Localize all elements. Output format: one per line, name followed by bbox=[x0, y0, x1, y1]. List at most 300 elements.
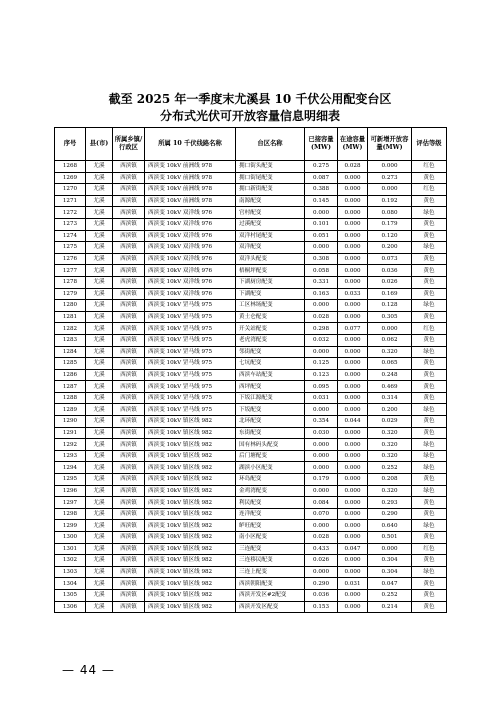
cell-line-name: 西滨变 10kV 镇区线 982 bbox=[145, 416, 236, 428]
cell-county: 尤溪 bbox=[86, 288, 113, 300]
cell-rating: 黄色 bbox=[412, 218, 447, 230]
cell-county: 尤溪 bbox=[86, 462, 113, 474]
cell-county: 尤溪 bbox=[86, 172, 113, 184]
cell-open: 0.304 bbox=[368, 566, 412, 578]
cell-pending: 0.000 bbox=[338, 311, 368, 323]
cell-area-name: 拥口新街配变 bbox=[236, 184, 305, 196]
cell-line-name: 西滨变 10kV 镇区线 982 bbox=[145, 462, 236, 474]
cell-line-name: 西滨变 10kV 罡马线 975 bbox=[145, 404, 236, 416]
cell-open: 0.200 bbox=[368, 242, 412, 254]
cell-index: 1283 bbox=[55, 334, 86, 346]
cell-rating: 黄色 bbox=[412, 427, 447, 439]
cell-area-name: 连洋配变 bbox=[236, 508, 305, 520]
table-row bbox=[55, 497, 447, 509]
cell-rating: 黄色 bbox=[412, 474, 447, 486]
cell-connected: 0.000 bbox=[305, 346, 338, 358]
table-row bbox=[55, 381, 447, 393]
header-index: 序号 bbox=[55, 128, 86, 161]
cell-index: 1270 bbox=[55, 184, 86, 196]
cell-rating: 黄色 bbox=[412, 369, 447, 381]
cell-area-name: 官村配变 bbox=[236, 207, 305, 219]
cell-line-name: 西滨变 10kV 镇区线 982 bbox=[145, 427, 236, 439]
cell-rating: 黄色 bbox=[412, 311, 447, 323]
cell-county: 尤溪 bbox=[86, 311, 113, 323]
table-row bbox=[55, 184, 447, 196]
cell-pending: 0.000 bbox=[338, 497, 368, 509]
cell-connected: 0.163 bbox=[305, 288, 338, 300]
cell-pending: 0.000 bbox=[338, 300, 368, 312]
table-row bbox=[55, 218, 447, 230]
cell-township: 西滨镇 bbox=[113, 276, 145, 288]
cell-index: 1273 bbox=[55, 218, 86, 230]
cell-rating: 绿色 bbox=[412, 462, 447, 474]
cell-index: 1290 bbox=[55, 416, 86, 428]
cell-area-name: 三连配变 bbox=[236, 543, 305, 555]
cell-open: 0.065 bbox=[368, 358, 412, 370]
cell-pending: 0.000 bbox=[338, 555, 368, 567]
cell-township: 西滨镇 bbox=[113, 450, 145, 462]
cell-township: 西滨镇 bbox=[113, 566, 145, 578]
cell-pending: 0.000 bbox=[338, 358, 368, 370]
cell-connected: 0.000 bbox=[305, 404, 338, 416]
cell-line-name: 西滨变 10kV 镇区线 982 bbox=[145, 601, 236, 613]
cell-pending: 0.033 bbox=[338, 288, 368, 300]
table-row bbox=[55, 601, 447, 613]
cell-connected: 0.298 bbox=[305, 323, 338, 335]
cell-line-name: 西滨变 10kV 前洲线 978 bbox=[145, 161, 236, 173]
cell-pending: 0.000 bbox=[338, 381, 368, 393]
table-row bbox=[55, 450, 447, 462]
cell-county: 尤溪 bbox=[86, 253, 113, 265]
cell-pending: 0.000 bbox=[338, 566, 368, 578]
cell-pending: 0.000 bbox=[338, 462, 368, 474]
cell-line-name: 西滨变 10kV 镇区线 982 bbox=[145, 566, 236, 578]
cell-rating: 黄色 bbox=[412, 416, 447, 428]
cell-line-name: 西滨变 10kV 双洋线 976 bbox=[145, 242, 236, 254]
cell-rating: 黄色 bbox=[412, 601, 447, 613]
cell-county: 尤溪 bbox=[86, 589, 113, 601]
cell-open: 0.000 bbox=[368, 161, 412, 173]
table-row bbox=[55, 207, 447, 219]
cell-rating: 黄色 bbox=[412, 589, 447, 601]
cell-line-name: 西滨变 10kV 镇区线 982 bbox=[145, 589, 236, 601]
cell-open: 0.208 bbox=[368, 474, 412, 486]
cell-area-name: 七坑配变 bbox=[236, 358, 305, 370]
cell-area-name: 拥口街尾配变 bbox=[236, 172, 305, 184]
table-row bbox=[55, 172, 447, 184]
table-row bbox=[55, 392, 447, 404]
cell-line-name: 西滨变 10kV 镇区线 982 bbox=[145, 474, 236, 486]
cell-area-name: 西坪配变 bbox=[236, 381, 305, 393]
cell-open: 0.192 bbox=[368, 195, 412, 207]
cell-pending: 0.000 bbox=[338, 474, 368, 486]
cell-township: 西滨镇 bbox=[113, 416, 145, 428]
cell-open: 0.314 bbox=[368, 392, 412, 404]
cell-pending: 0.000 bbox=[338, 242, 368, 254]
cell-rating: 黄色 bbox=[412, 253, 447, 265]
cell-index: 1289 bbox=[55, 404, 86, 416]
cell-rating: 黄色 bbox=[412, 358, 447, 370]
cell-area-name: 三连上配变 bbox=[236, 566, 305, 578]
cell-connected: 0.030 bbox=[305, 427, 338, 439]
cell-township: 西滨镇 bbox=[113, 369, 145, 381]
cell-connected: 0.179 bbox=[305, 474, 338, 486]
cell-connected: 0.000 bbox=[305, 485, 338, 497]
table-row bbox=[55, 358, 447, 370]
cell-county: 尤溪 bbox=[86, 184, 113, 196]
cell-pending: 0.000 bbox=[338, 485, 368, 497]
cell-county: 尤溪 bbox=[86, 485, 113, 497]
cell-pending: 0.047 bbox=[338, 543, 368, 555]
cell-rating: 绿色 bbox=[412, 300, 447, 312]
table-row bbox=[55, 427, 447, 439]
cell-area-name: 北环配变 bbox=[236, 416, 305, 428]
cell-connected: 0.051 bbox=[305, 230, 338, 242]
cell-township: 西滨镇 bbox=[113, 265, 145, 277]
table-row bbox=[55, 520, 447, 532]
cell-connected: 0.000 bbox=[305, 439, 338, 451]
cell-pending: 0.000 bbox=[338, 392, 368, 404]
cell-county: 尤溪 bbox=[86, 450, 113, 462]
cell-area-name: 湖滨小区配变 bbox=[236, 462, 305, 474]
cell-line-name: 西滨变 10kV 双洋线 976 bbox=[145, 276, 236, 288]
cell-line-name: 西滨变 10kV 镇区线 982 bbox=[145, 497, 236, 509]
cell-township: 西滨镇 bbox=[113, 184, 145, 196]
header-line-name: 所属 10 千伏线路名称 bbox=[145, 128, 236, 161]
cell-index: 1274 bbox=[55, 230, 86, 242]
cell-connected: 0.000 bbox=[305, 242, 338, 254]
cell-rating: 黄色 bbox=[412, 381, 447, 393]
table-row bbox=[55, 474, 447, 486]
cell-pending: 0.000 bbox=[338, 508, 368, 520]
cell-connected: 0.087 bbox=[305, 172, 338, 184]
cell-open: 0.252 bbox=[368, 462, 412, 474]
table-row bbox=[55, 416, 447, 428]
cell-area-name: 老虎湾配变 bbox=[236, 334, 305, 346]
cell-township: 西滨镇 bbox=[113, 161, 145, 173]
cell-county: 尤溪 bbox=[86, 497, 113, 509]
cell-rating: 黄色 bbox=[412, 555, 447, 567]
cell-index: 1288 bbox=[55, 392, 86, 404]
cell-pending: 0.000 bbox=[338, 532, 368, 544]
cell-county: 尤溪 bbox=[86, 532, 113, 544]
cell-area-name: 过溪配变 bbox=[236, 218, 305, 230]
cell-rating: 黄色 bbox=[412, 265, 447, 277]
header-connected-capacity: 已接容量(MW) bbox=[305, 128, 338, 161]
table-row bbox=[55, 242, 447, 254]
table-row bbox=[55, 276, 447, 288]
cell-open: 0.029 bbox=[368, 416, 412, 428]
cell-connected: 0.290 bbox=[305, 578, 338, 590]
cell-connected: 0.036 bbox=[305, 589, 338, 601]
cell-open: 0.320 bbox=[368, 427, 412, 439]
cell-area-name: 拥口街头配变 bbox=[236, 161, 305, 173]
cell-open: 0.293 bbox=[368, 497, 412, 509]
cell-index: 1298 bbox=[55, 508, 86, 520]
cell-county: 尤溪 bbox=[86, 218, 113, 230]
cell-line-name: 西滨变 10kV 镇区线 982 bbox=[145, 450, 236, 462]
cell-rating: 绿色 bbox=[412, 450, 447, 462]
cell-county: 尤溪 bbox=[86, 555, 113, 567]
cell-connected: 0.000 bbox=[305, 462, 338, 474]
cell-area-name: 金鸡湾配变 bbox=[236, 485, 305, 497]
table-row bbox=[55, 334, 447, 346]
cell-connected: 0.331 bbox=[305, 276, 338, 288]
cell-open: 0.169 bbox=[368, 288, 412, 300]
table-row bbox=[55, 404, 447, 416]
cell-index: 1281 bbox=[55, 311, 86, 323]
table-row bbox=[55, 369, 447, 381]
table-row bbox=[55, 532, 447, 544]
table-header-row bbox=[55, 128, 447, 161]
cell-index: 1276 bbox=[55, 253, 86, 265]
cell-rating: 绿色 bbox=[412, 439, 447, 451]
cell-township: 西滨镇 bbox=[113, 358, 145, 370]
cell-county: 尤溪 bbox=[86, 346, 113, 358]
table-row bbox=[55, 439, 447, 451]
cell-index: 1287 bbox=[55, 381, 86, 393]
cell-index: 1278 bbox=[55, 276, 86, 288]
cell-line-name: 西滨变 10kV 罡马线 975 bbox=[145, 323, 236, 335]
cell-connected: 0.125 bbox=[305, 358, 338, 370]
cell-connected: 0.145 bbox=[305, 195, 338, 207]
cell-index: 1268 bbox=[55, 161, 86, 173]
cell-open: 0.073 bbox=[368, 253, 412, 265]
cell-connected: 0.028 bbox=[305, 311, 338, 323]
cell-rating: 黄色 bbox=[412, 392, 447, 404]
cell-township: 西滨镇 bbox=[113, 230, 145, 242]
cell-index: 1299 bbox=[55, 520, 86, 532]
cell-index: 1300 bbox=[55, 532, 86, 544]
cell-connected: 0.388 bbox=[305, 184, 338, 196]
cell-area-name: 西滨开发区#2配变 bbox=[236, 589, 305, 601]
cell-open: 0.320 bbox=[368, 485, 412, 497]
cell-pending: 0.000 bbox=[338, 230, 368, 242]
cell-county: 尤溪 bbox=[86, 161, 113, 173]
cell-line-name: 西滨变 10kV 罡马线 975 bbox=[145, 392, 236, 404]
cell-area-name: 西滨车站配变 bbox=[236, 369, 305, 381]
cell-area-name: 双洋村尾配变 bbox=[236, 230, 305, 242]
cell-township: 西滨镇 bbox=[113, 578, 145, 590]
cell-rating: 黄色 bbox=[412, 532, 447, 544]
cell-rating: 红色 bbox=[412, 543, 447, 555]
cell-connected: 0.433 bbox=[305, 543, 338, 555]
cell-township: 西滨镇 bbox=[113, 300, 145, 312]
table-row bbox=[55, 346, 447, 358]
cell-rating: 黄色 bbox=[412, 276, 447, 288]
cell-county: 尤溪 bbox=[86, 404, 113, 416]
cell-rating: 红色 bbox=[412, 323, 447, 335]
cell-area-name: 工区林场配变 bbox=[236, 300, 305, 312]
cell-open: 0.000 bbox=[368, 543, 412, 555]
cell-line-name: 西滨变 10kV 双洋线 976 bbox=[145, 253, 236, 265]
cell-pending: 0.000 bbox=[338, 265, 368, 277]
cell-line-name: 西滨变 10kV 罡马线 975 bbox=[145, 334, 236, 346]
table-row bbox=[55, 555, 447, 567]
cell-open: 0.501 bbox=[368, 532, 412, 544]
page-number: — 44 — bbox=[62, 663, 115, 677]
cell-pending: 0.000 bbox=[338, 207, 368, 219]
cell-line-name: 西滨变 10kV 双洋线 976 bbox=[145, 230, 236, 242]
cell-county: 尤溪 bbox=[86, 578, 113, 590]
table-row bbox=[55, 543, 447, 555]
cell-area-name: 南源配变 bbox=[236, 195, 305, 207]
cell-open: 0.305 bbox=[368, 311, 412, 323]
cell-open: 0.000 bbox=[368, 184, 412, 196]
cell-index: 1291 bbox=[55, 427, 86, 439]
cell-township: 西滨镇 bbox=[113, 311, 145, 323]
cell-connected: 0.070 bbox=[305, 508, 338, 520]
capacity-table bbox=[54, 127, 447, 613]
cell-index: 1284 bbox=[55, 346, 86, 358]
cell-county: 尤溪 bbox=[86, 416, 113, 428]
cell-index: 1304 bbox=[55, 578, 86, 590]
cell-connected: 0.354 bbox=[305, 416, 338, 428]
cell-township: 西滨镇 bbox=[113, 555, 145, 567]
cell-township: 西滨镇 bbox=[113, 439, 145, 451]
cell-township: 西滨镇 bbox=[113, 195, 145, 207]
cell-county: 尤溪 bbox=[86, 276, 113, 288]
cell-open: 0.304 bbox=[368, 555, 412, 567]
cell-connected: 0.153 bbox=[305, 601, 338, 613]
header-pending-capacity: 在途容量(MW) bbox=[338, 128, 368, 161]
cell-area-name: 邻街配变 bbox=[236, 346, 305, 358]
cell-county: 尤溪 bbox=[86, 427, 113, 439]
table-row bbox=[55, 323, 447, 335]
cell-area-name: 下湖厨房配变 bbox=[236, 276, 305, 288]
table-row bbox=[55, 566, 447, 578]
cell-pending: 0.000 bbox=[338, 450, 368, 462]
cell-county: 尤溪 bbox=[86, 566, 113, 578]
cell-open: 0.469 bbox=[368, 381, 412, 393]
cell-index: 1282 bbox=[55, 323, 86, 335]
cell-county: 尤溪 bbox=[86, 300, 113, 312]
cell-rating: 绿色 bbox=[412, 346, 447, 358]
cell-rating: 黄色 bbox=[412, 334, 447, 346]
cell-line-name: 西滨变 10kV 镇区线 982 bbox=[145, 578, 236, 590]
cell-township: 西滨镇 bbox=[113, 242, 145, 254]
table-row bbox=[55, 589, 447, 601]
cell-area-name: 东街配变 bbox=[236, 427, 305, 439]
cell-index: 1286 bbox=[55, 369, 86, 381]
cell-area-name: 下坂江源配变 bbox=[236, 392, 305, 404]
cell-pending: 0.000 bbox=[338, 195, 368, 207]
cell-pending: 0.000 bbox=[338, 369, 368, 381]
cell-township: 西滨镇 bbox=[113, 392, 145, 404]
header-rating: 评估等级 bbox=[412, 128, 447, 161]
cell-rating: 绿色 bbox=[412, 404, 447, 416]
cell-county: 尤溪 bbox=[86, 195, 113, 207]
cell-pending: 0.000 bbox=[338, 218, 368, 230]
cell-county: 尤溪 bbox=[86, 474, 113, 486]
cell-index: 1285 bbox=[55, 358, 86, 370]
cell-open: 0.026 bbox=[368, 276, 412, 288]
cell-county: 尤溪 bbox=[86, 508, 113, 520]
cell-township: 西滨镇 bbox=[113, 520, 145, 532]
cell-rating: 黄色 bbox=[412, 195, 447, 207]
cell-county: 尤溪 bbox=[86, 230, 113, 242]
cell-township: 西滨镇 bbox=[113, 462, 145, 474]
cell-rating: 绿色 bbox=[412, 566, 447, 578]
cell-line-name: 西滨变 10kV 双洋线 976 bbox=[145, 218, 236, 230]
table-row bbox=[55, 253, 447, 265]
cell-index: 1269 bbox=[55, 172, 86, 184]
cell-pending: 0.000 bbox=[338, 253, 368, 265]
table-row bbox=[55, 230, 447, 242]
cell-pending: 0.000 bbox=[338, 601, 368, 613]
cell-pending: 0.031 bbox=[338, 578, 368, 590]
cell-county: 尤溪 bbox=[86, 601, 113, 613]
cell-connected: 0.095 bbox=[305, 381, 338, 393]
table-row bbox=[55, 288, 447, 300]
cell-rating: 黄色 bbox=[412, 508, 447, 520]
cell-line-name: 西滨变 10kV 镇区线 982 bbox=[145, 508, 236, 520]
cell-open: 0.047 bbox=[368, 578, 412, 590]
cell-connected: 0.275 bbox=[305, 161, 338, 173]
cell-county: 尤溪 bbox=[86, 381, 113, 393]
cell-open: 0.248 bbox=[368, 369, 412, 381]
cell-connected: 0.000 bbox=[305, 566, 338, 578]
cell-pending: 0.000 bbox=[338, 334, 368, 346]
cell-area-name: 西滨朝阳配变 bbox=[236, 578, 305, 590]
cell-pending: 0.077 bbox=[338, 323, 368, 335]
cell-line-name: 西滨变 10kV 镇区线 982 bbox=[145, 485, 236, 497]
cell-rating: 黄色 bbox=[412, 172, 447, 184]
table-row bbox=[55, 578, 447, 590]
cell-index: 1301 bbox=[55, 543, 86, 555]
cell-open: 0.290 bbox=[368, 508, 412, 520]
cell-township: 西滨镇 bbox=[113, 334, 145, 346]
cell-index: 1272 bbox=[55, 207, 86, 219]
cell-index: 1275 bbox=[55, 242, 86, 254]
cell-township: 西滨镇 bbox=[113, 497, 145, 509]
cell-area-name: 黄土仑配变 bbox=[236, 311, 305, 323]
cell-township: 西滨镇 bbox=[113, 381, 145, 393]
cell-open: 0.320 bbox=[368, 450, 412, 462]
cell-rating: 黄色 bbox=[412, 288, 447, 300]
cell-index: 1277 bbox=[55, 265, 86, 277]
cell-line-name: 西滨变 10kV 罡马线 975 bbox=[145, 358, 236, 370]
cell-open: 0.080 bbox=[368, 207, 412, 219]
cell-open: 0.062 bbox=[368, 334, 412, 346]
cell-open: 0.036 bbox=[368, 265, 412, 277]
cell-connected: 0.000 bbox=[305, 520, 338, 532]
cell-county: 尤溪 bbox=[86, 334, 113, 346]
cell-line-name: 西滨变 10kV 双洋线 976 bbox=[145, 265, 236, 277]
cell-pending: 0.000 bbox=[338, 172, 368, 184]
cell-line-name: 西滨变 10kV 双洋线 976 bbox=[145, 207, 236, 219]
cell-open: 0.252 bbox=[368, 589, 412, 601]
cell-line-name: 西滨变 10kV 镇区线 982 bbox=[145, 439, 236, 451]
cell-county: 尤溪 bbox=[86, 543, 113, 555]
cell-pending: 0.000 bbox=[338, 346, 368, 358]
cell-area-name: 双洋头配变 bbox=[236, 253, 305, 265]
cell-township: 西滨镇 bbox=[113, 543, 145, 555]
cell-rating: 绿色 bbox=[412, 242, 447, 254]
cell-index: 1293 bbox=[55, 450, 86, 462]
cell-area-name: 下湖配变 bbox=[236, 288, 305, 300]
cell-area-name: 下坂配变 bbox=[236, 404, 305, 416]
cell-township: 西滨镇 bbox=[113, 218, 145, 230]
cell-pending: 0.000 bbox=[338, 404, 368, 416]
cell-township: 西滨镇 bbox=[113, 404, 145, 416]
cell-county: 尤溪 bbox=[86, 323, 113, 335]
table-row bbox=[55, 311, 447, 323]
cell-index: 1280 bbox=[55, 300, 86, 312]
cell-open: 0.120 bbox=[368, 230, 412, 242]
cell-connected: 0.000 bbox=[305, 207, 338, 219]
cell-township: 西滨镇 bbox=[113, 207, 145, 219]
